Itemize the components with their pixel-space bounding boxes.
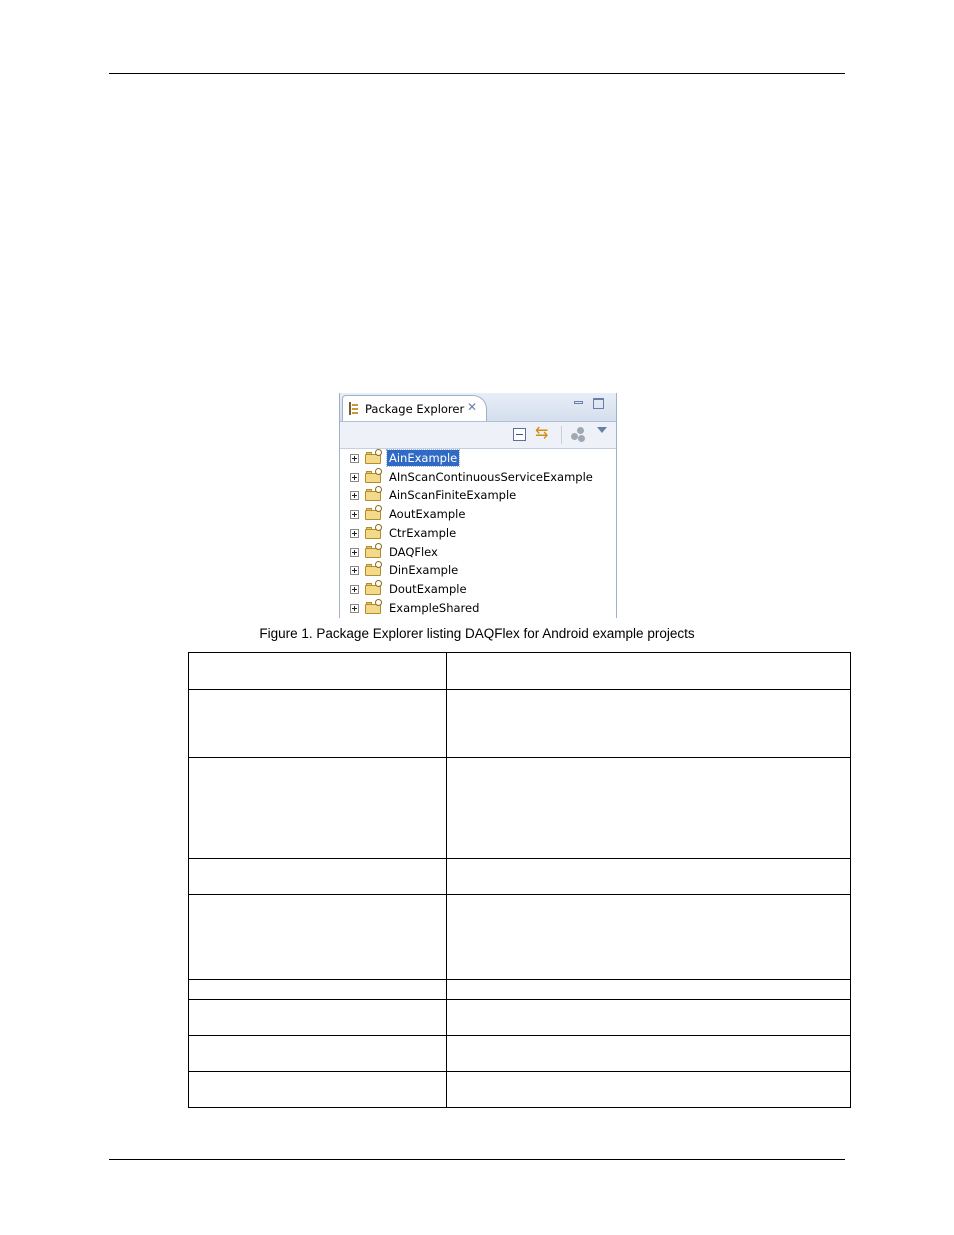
- table-cell: [447, 1000, 851, 1036]
- table-cell: [189, 895, 447, 980]
- close-icon[interactable]: ✕: [467, 400, 478, 414]
- expand-icon[interactable]: [350, 454, 359, 463]
- table-row: [189, 758, 851, 859]
- table-cell: [189, 1000, 447, 1036]
- table-cell: [189, 980, 447, 1000]
- android-project-folder-icon: [365, 602, 382, 614]
- table-row: [189, 859, 851, 895]
- project-item[interactable]: [340, 543, 616, 561]
- data-table: [188, 652, 851, 1108]
- table-cell: [189, 690, 447, 758]
- table-cell: [189, 1072, 447, 1108]
- project-item[interactable]: [340, 505, 616, 523]
- android-project-folder-icon: [365, 489, 382, 501]
- table-row: [189, 980, 851, 1000]
- project-label: DoutExample: [389, 582, 467, 596]
- android-project-folder-icon: [365, 452, 382, 464]
- table-cell: [189, 758, 447, 859]
- table-cell: [447, 690, 851, 758]
- table-cell: [447, 1072, 851, 1108]
- table-cell: [447, 653, 851, 690]
- view-tab-bar: [340, 393, 616, 422]
- filter-icon[interactable]: [571, 427, 587, 443]
- project-label: CtrExample: [389, 526, 457, 540]
- android-project-folder-icon: [365, 508, 382, 520]
- project-label: DinExample: [389, 563, 459, 577]
- expand-icon[interactable]: [350, 604, 359, 613]
- view-toolbar: [340, 422, 616, 449]
- expand-icon[interactable]: [350, 566, 359, 575]
- view-window-controls: [574, 397, 608, 411]
- footer-rule: [109, 1159, 845, 1160]
- expand-icon[interactable]: [350, 473, 359, 482]
- project-item[interactable]: [340, 599, 616, 617]
- link-with-editor-icon[interactable]: ⇆: [535, 425, 549, 442]
- table-row: [189, 1000, 851, 1036]
- table-row: [189, 1072, 851, 1108]
- project-label: ExampleShared: [389, 601, 480, 615]
- table-row: [189, 690, 851, 758]
- tab-title: Package Explorer: [365, 402, 465, 416]
- project-item[interactable]: [340, 468, 616, 486]
- project-label: AinScanFiniteExample: [389, 488, 517, 502]
- table-cell: [189, 653, 447, 690]
- expand-icon[interactable]: [350, 548, 359, 557]
- project-label: AoutExample: [389, 507, 466, 521]
- project-item[interactable]: [340, 449, 616, 467]
- package-explorer-view: [339, 393, 617, 618]
- table-cell: [447, 859, 851, 895]
- expand-icon[interactable]: [350, 510, 359, 519]
- table-cell: [447, 895, 851, 980]
- project-label: AinExample: [389, 451, 458, 465]
- project-item[interactable]: [340, 580, 616, 598]
- project-item[interactable]: [340, 524, 616, 542]
- project-label: DAQFlex: [389, 545, 438, 559]
- table-cell: [447, 980, 851, 1000]
- expand-icon[interactable]: [350, 585, 359, 594]
- project-item[interactable]: [340, 486, 616, 504]
- figure-caption: Figure 1. Package Explorer listing DAQFlex for Android example projects: [259, 626, 695, 641]
- maximize-icon[interactable]: [593, 398, 604, 409]
- package-explorer-icon: [349, 402, 358, 415]
- android-project-folder-icon: [365, 583, 382, 595]
- toolbar-separator: [561, 426, 562, 444]
- table-row: [189, 895, 851, 980]
- table-cell: [447, 758, 851, 859]
- header-rule: [109, 73, 845, 74]
- android-project-folder-icon: [365, 546, 382, 558]
- expand-icon[interactable]: [350, 491, 359, 500]
- android-project-folder-icon: [365, 564, 382, 576]
- collapse-all-icon[interactable]: [513, 428, 526, 441]
- table-row: [189, 1036, 851, 1072]
- android-project-folder-icon: [365, 527, 382, 539]
- table-row: [189, 653, 851, 690]
- project-item[interactable]: [340, 561, 616, 579]
- android-project-folder-icon: [365, 471, 382, 483]
- table-cell: [189, 1036, 447, 1072]
- expand-icon[interactable]: [350, 529, 359, 538]
- project-label: AInScanContinuousServiceExample: [389, 470, 593, 484]
- table-cell: [189, 859, 447, 895]
- package-explorer-tab[interactable]: [342, 395, 487, 421]
- minimize-icon[interactable]: [574, 401, 583, 404]
- view-menu-icon[interactable]: [597, 427, 607, 433]
- table-cell: [447, 1036, 851, 1072]
